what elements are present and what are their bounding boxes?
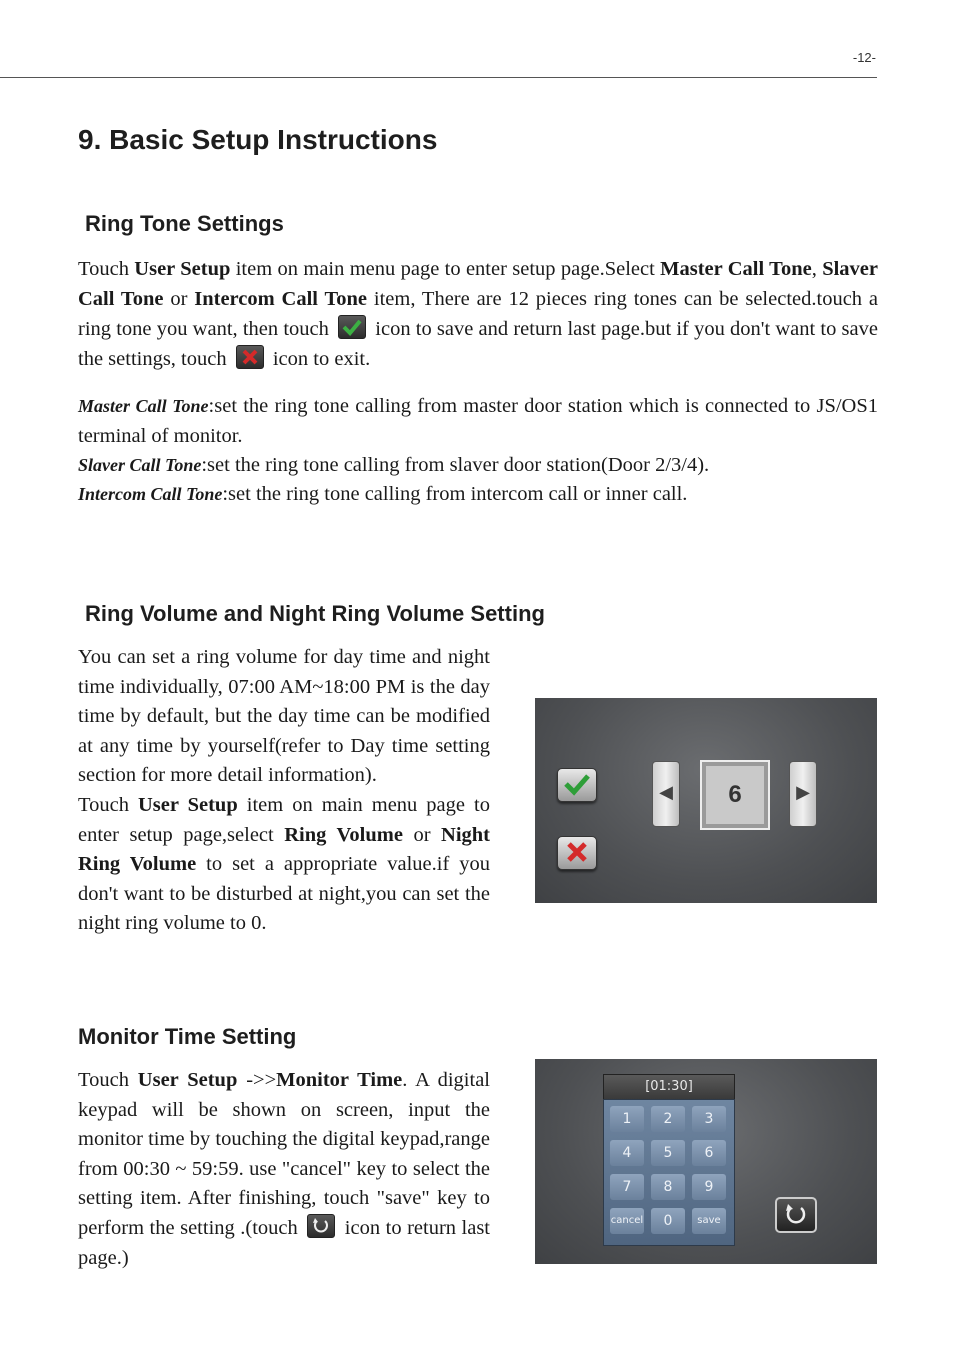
key-8[interactable]: 8	[651, 1174, 685, 1200]
cancel-button[interactable]	[557, 836, 597, 870]
key-6[interactable]: 6	[692, 1140, 726, 1166]
definition-intercom: Intercom Call Tone:set the ring tone calling from intercom call or inner call.	[78, 483, 688, 505]
increase-button[interactable]	[789, 761, 817, 827]
key-1[interactable]: 1	[610, 1106, 644, 1132]
definition-master: Master Call Tone:set the ring tone calling from master door station which is connected to JS/OS1 terminal of monitor.	[78, 395, 879, 447]
confirm-check-icon	[338, 315, 366, 339]
page-number: -12-	[852, 50, 876, 65]
section-heading-monitor-time: Monitor Time Setting	[78, 1024, 297, 1049]
key-cancel[interactable]: cancel	[610, 1208, 644, 1234]
time-display: [01:30]	[603, 1074, 735, 1100]
return-icon	[307, 1214, 335, 1238]
ring-volume-screenshot	[535, 698, 877, 903]
volume-value-display: 6	[700, 760, 770, 830]
monitor-time-screenshot	[535, 1059, 877, 1264]
ring-volume-paragraph: You can set a ring volume for day time and night time individually, 07:00 AM~18:00 PM is the day time by default, but the day time can be modified at any time by yourself(refer to Day time setting section for more detail information). Touch User Setup item on main menu page to enter setup page,select Ring Volume or Night Ring Volume to set a appropriate value.if you don't want to be disturbed at night,you can set the night ring volume to 0.	[78, 646, 491, 935]
definition-slaver: Slaver Call Tone:set the ring tone calling from slaver door station(Door 2/3/4).	[78, 454, 710, 476]
arrow-right-icon: ▶	[796, 782, 810, 803]
key-7[interactable]: 7	[610, 1174, 644, 1200]
cancel-x-icon	[236, 345, 264, 369]
key-save[interactable]: save	[692, 1208, 726, 1234]
key-2[interactable]: 2	[651, 1106, 685, 1132]
page-title: 9. Basic Setup Instructions	[78, 124, 438, 155]
decrease-button[interactable]	[652, 761, 680, 827]
key-5[interactable]: 5	[651, 1140, 685, 1166]
confirm-button[interactable]	[557, 768, 597, 802]
return-button[interactable]	[775, 1197, 817, 1233]
monitor-time-paragraph: Touch User Setup ->>Monitor Time. A digital keypad will be shown on screen, input the monitor time by touching the digital keypad,range from 00:30 ~ 59:59. use "cancel" key to select the setting item. After finishing, touch "save" key to perform the setting .(touch icon to return last page.)	[78, 1069, 491, 1269]
key-9[interactable]: 9	[692, 1174, 726, 1200]
key-3[interactable]: 3	[692, 1106, 726, 1132]
ring-tone-paragraph: Touch User Setup item on main menu page to enter setup page.Select Master Call Tone, Slaver Call Tone or Intercom Call Tone item, There are 12 pieces ring tones can be selected.touch a ring tone you want, then touch icon to save and return last page.but if you don't want to save the settings, touch icon to exit.	[78, 258, 878, 370]
section-heading-ring-volume: Ring Volume and Night Ring Volume Setting	[85, 601, 545, 626]
arrow-left-icon: ◀	[659, 782, 673, 803]
key-0[interactable]: 0	[651, 1208, 685, 1234]
header-rule	[0, 77, 877, 78]
section-heading-ring-tone: Ring Tone Settings	[85, 211, 284, 236]
digital-keypad	[603, 1099, 735, 1246]
key-4[interactable]: 4	[610, 1140, 644, 1166]
